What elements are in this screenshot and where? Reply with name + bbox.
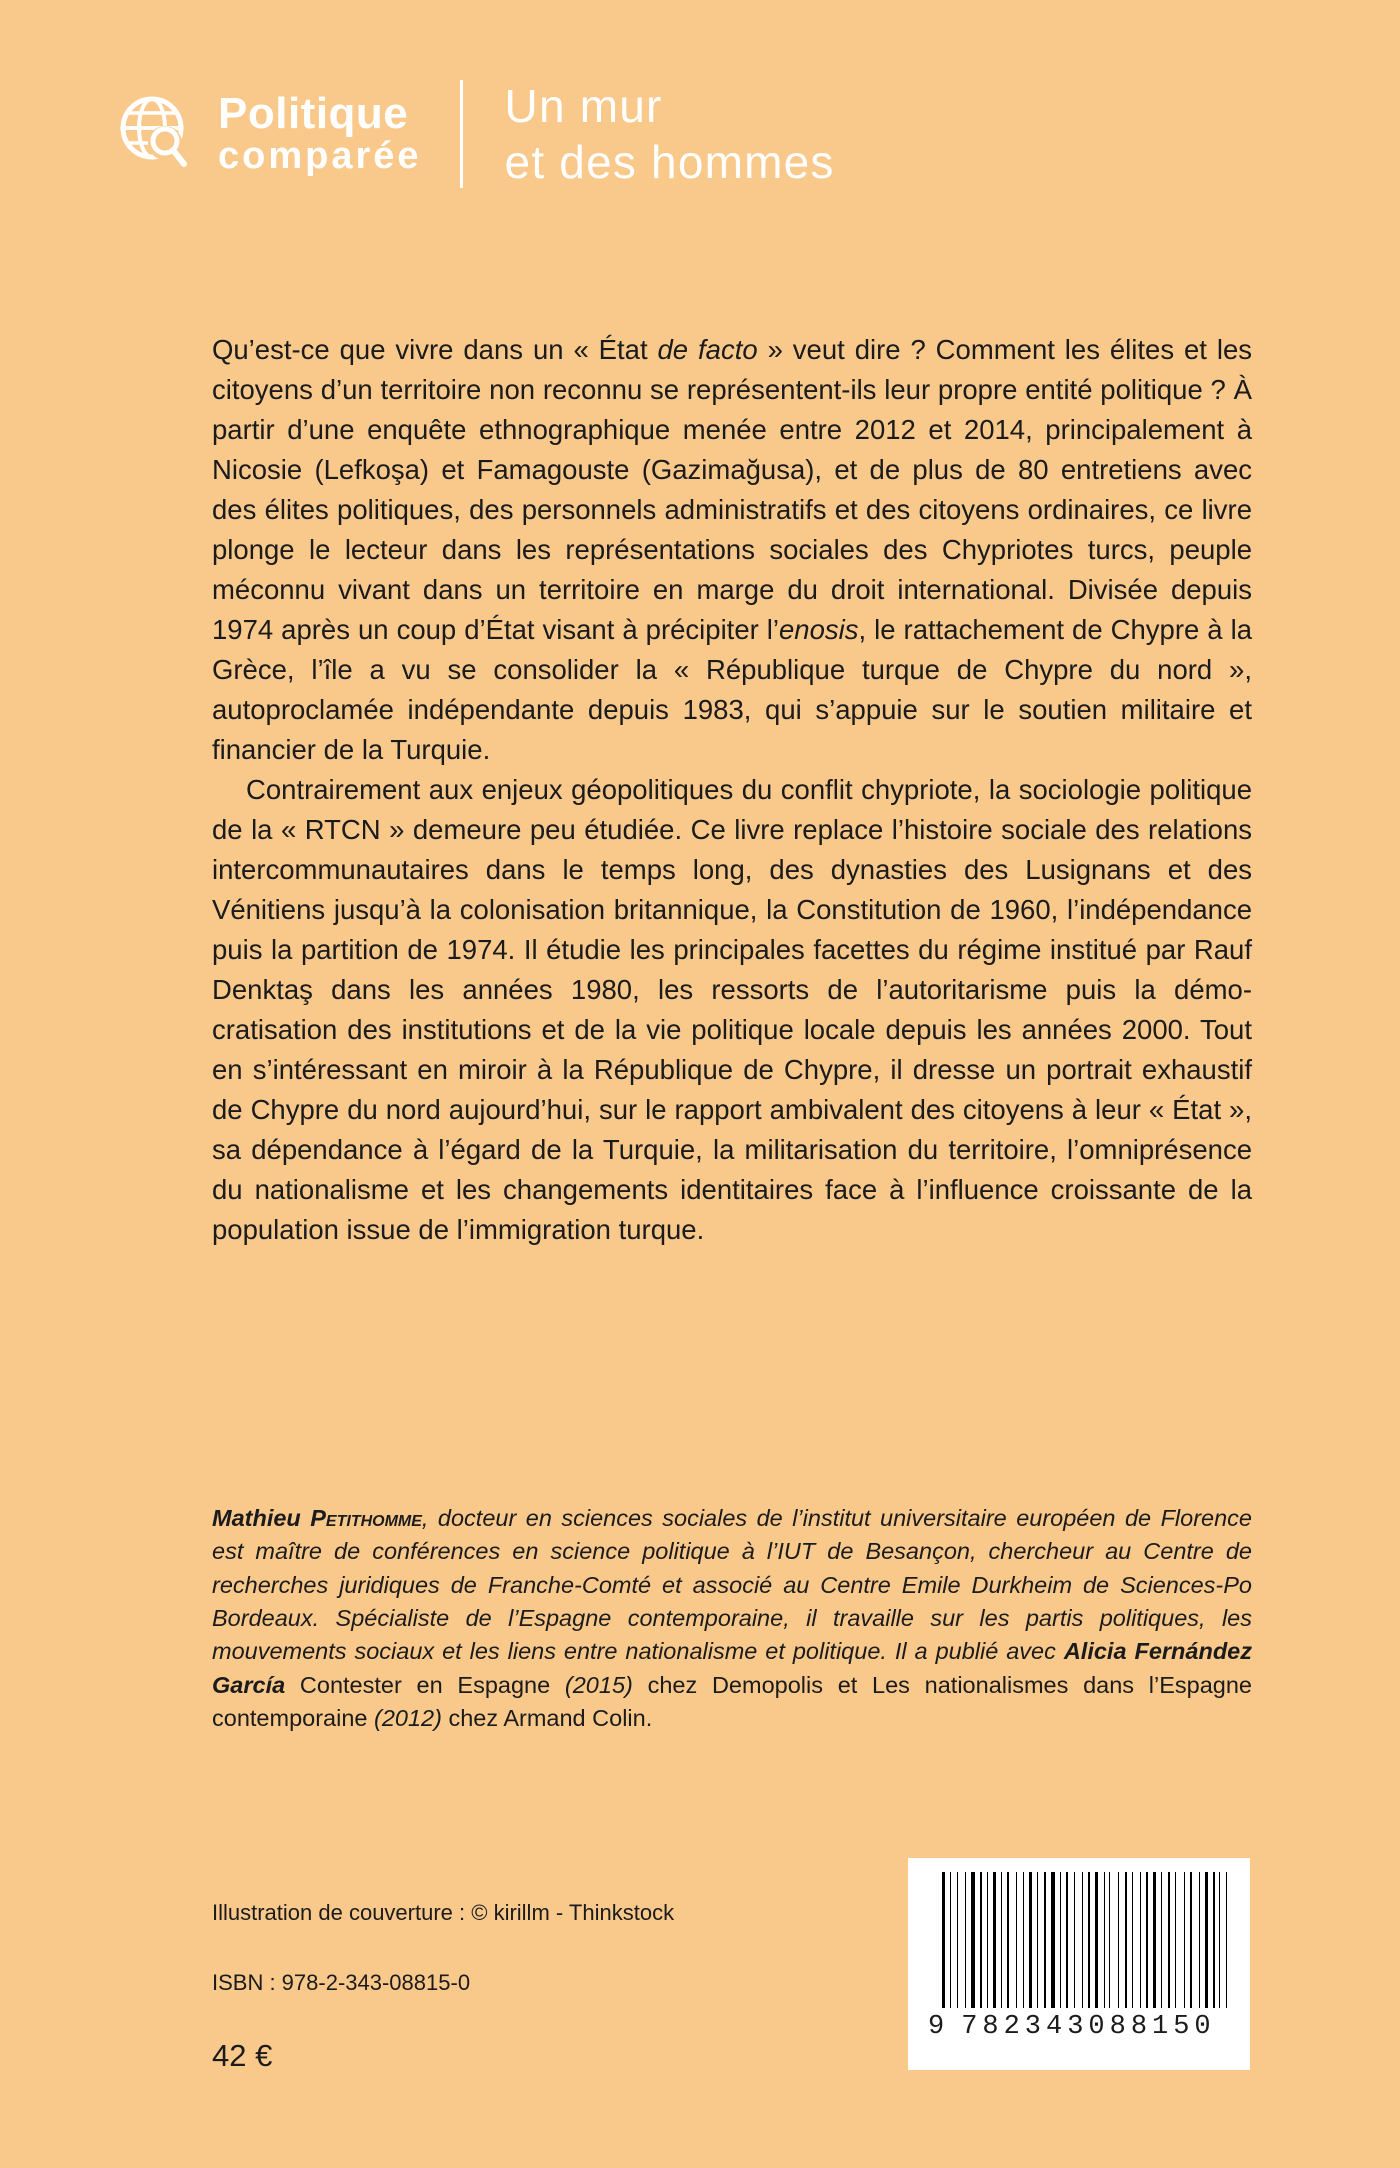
barcode-bar — [953, 1872, 955, 2008]
barcode-bar — [1029, 1872, 1032, 2008]
barcode-bar — [1168, 1872, 1170, 2008]
ean13-barcode — [908, 1858, 1250, 2070]
barcode-bar — [960, 1872, 963, 2008]
barcode-bar — [1121, 1872, 1123, 2008]
barcode-bar — [1205, 1872, 1208, 2008]
barcode-bar — [993, 1872, 996, 2008]
barcode-bar — [1011, 1872, 1014, 2008]
barcode-bar — [1190, 1872, 1192, 2008]
barcode-bar — [980, 1872, 982, 2008]
author-bio: Mathieu Petithomme, docteur en sciences sociales de l’institut universitaire européen de Florence est maître de conférences en science politique à l’IUT de Besançon, chercheur au Centre de recherches juridiques de Franche-Comté et associé au Centre Emile Durkheim de Sciences-Po Bordeaux. Spécialiste de l’Espagne contemporaine, il travaille sur les partis politiques, les mouvements sociaux et les liens entre nationalisme et politique. Il a publié avec Alicia Fernández García Contester en Espagne (2015) chez Demopolis et Les nationalismes dans l’Espagne contemporaine (2012) chez Armand Colin. — [212, 1505, 1252, 1732]
barcode-bar — [998, 1872, 1000, 2008]
barcode-bar — [1070, 1872, 1072, 2008]
barcode-bar — [1037, 1872, 1038, 2008]
barcode-bar — [1048, 1872, 1049, 2008]
barcode-bar — [990, 1872, 991, 2008]
barcode-bar — [1175, 1872, 1176, 2008]
barcode-bar — [1092, 1872, 1093, 2008]
barcode-bar — [1060, 1872, 1061, 2008]
barcode-bar — [1066, 1872, 1068, 2008]
barcode-bar — [1172, 1872, 1173, 2008]
barcode-bar — [1153, 1872, 1156, 2008]
barcode-bar — [1063, 1872, 1064, 2008]
cover-header — [110, 78, 835, 190]
barcode-bar — [1044, 1872, 1046, 2008]
barcode-bar — [1088, 1872, 1090, 2008]
barcode-bar — [1085, 1872, 1086, 2008]
barcode-bar — [1001, 1872, 1002, 2008]
blurb-paragraph-2: Contrairement aux enjeux géopolitiques du conflit chypriote, la sociologie politique de la « RTCN » demeure peu étudiée. Ce livre replace l’histoire sociale des relations intercommunautaires dans le temps long, des dynasties des Lusignans et des Vénitiens jusqu’à la colonisation britannique, la Constitution de 1960, l’indépendance puis la partition de 1974. Il étudie les principales facettes du régime institué par Rauf Denktaş dans les années 1980, les ressorts de l’autoritarisme puis la démo-cratisation des institutions et de la vie politique locale depuis les années 2000. Tout en s’intéressant en miroir à la République de Chypre, il dresse un portrait exhaustif de Chypre du nord aujourd’hui, sur le rapport ambivalent des citoyens à leur « État », sa dépendance à l’égard de la Turquie, la militarisation du territoire, l’omniprésence du nationalisme et les changements identitaires face à l’influence croissante de la population issue de l’immigration turque. — [212, 774, 1252, 1245]
barcode-bar — [1112, 1872, 1116, 2008]
barcode-bar — [1026, 1872, 1027, 2008]
barcode-bar — [984, 1872, 985, 2008]
book-title-line1: Un mur — [504, 80, 663, 132]
barcode-bar — [1222, 1872, 1224, 2008]
barcode-bar — [942, 1872, 945, 2008]
barcode-bar — [1135, 1872, 1138, 2008]
barcode-bar — [1051, 1872, 1055, 2008]
isbn-text: ISBN : 978-2-343-08815-0 — [212, 1970, 471, 1996]
barcode-bar — [1109, 1872, 1110, 2008]
barcode-bar — [950, 1872, 951, 2008]
barcode-bar — [1082, 1872, 1083, 2008]
barcode-lead-digit: 9 — [928, 2012, 950, 2042]
barcode-bar — [1100, 1872, 1102, 2008]
barcode-bar — [977, 1872, 978, 2008]
barcode-bar — [1132, 1872, 1133, 2008]
barcode-bar — [947, 1872, 948, 2008]
barcode-bar — [1150, 1872, 1151, 2008]
price-text: 42 € — [212, 2037, 273, 2073]
barcode-bar — [1034, 1872, 1035, 2008]
barcode-bar — [1140, 1872, 1141, 2008]
cover-footer — [212, 1900, 912, 2074]
back-cover-blurb — [212, 330, 1252, 1250]
barcode-bar — [1226, 1872, 1227, 2008]
blurb-paragraph-1: Qu’est-ce que vivre dans un « État de facto » veut dire ? Comment les élites et les citoyens d’un territoire non reconnu se représentent-ils leur propre entité politique ? À partir d’une enquête ethnographique menée entre 2012 et 2014, principalement à Nicosie (Lefkoşa) et Famagouste (Gazimağusa), et de plus de 80 entretiens avec des élites politiques, des personnels administratifs et des citoyens ordinaires, ce livre plonge le lecteur dans les représentations sociales des Chypriotes turcs, peuple méconnu vivant dans un territoire en marge du droit international. Divisée depuis 1974 après un coup d’État visant à précipiter l’enosis, le rattachement de Chypre à la Grèce, l’île a vu se consolider la « République turque de Chypre du nord », autoproclamée indépendante depuis 1983, qui s’appuie sur le soutien militaire et financier de la Turquie. — [212, 334, 1253, 765]
barcode-bar — [1194, 1872, 1197, 2008]
barcode-bar — [965, 1872, 966, 2008]
barcode-bar — [957, 1872, 958, 2008]
barcode-bar — [968, 1872, 969, 2008]
barcode-bar — [1004, 1872, 1005, 2008]
book-title — [505, 78, 835, 190]
barcode-bar — [1129, 1872, 1130, 2008]
barcode-bar — [1016, 1872, 1017, 2008]
barcode-bar — [1104, 1872, 1105, 2008]
barcode-digits — [924, 2012, 1234, 2042]
barcode-bar — [1143, 1872, 1144, 2008]
book-title-line2: et des hommes — [504, 136, 835, 189]
collection-name — [218, 91, 422, 176]
barcode-bar — [1229, 1872, 1232, 2008]
barcode-bar — [1077, 1872, 1080, 2008]
barcode-bar — [1219, 1872, 1220, 2008]
barcode-bar — [1202, 1872, 1203, 2008]
barcode-bar — [1095, 1872, 1098, 2008]
barcode-bar — [1199, 1872, 1200, 2008]
barcode-bar — [1178, 1872, 1182, 2008]
barcode-bar — [1158, 1872, 1159, 2008]
barcode-bar — [1019, 1872, 1021, 2008]
barcode-bar — [1040, 1872, 1042, 2008]
barcode-bar — [1023, 1872, 1024, 2008]
barcode-bar — [1187, 1872, 1188, 2008]
barcode-bars — [942, 1872, 1234, 2008]
barcode-bar — [1217, 1872, 1218, 2008]
barcode-bar — [987, 1872, 988, 2008]
collection-name-line2: comparée — [218, 135, 422, 178]
globe-magnifier-icon — [110, 88, 202, 180]
barcode-bar — [1074, 1872, 1075, 2008]
barcode-bar — [1146, 1872, 1148, 2008]
barcode-bar — [1184, 1872, 1185, 2008]
header-divider — [460, 80, 463, 188]
barcode-bar — [971, 1872, 975, 2008]
barcode-bar — [1164, 1872, 1166, 2008]
barcode-bar — [1118, 1872, 1119, 2008]
barcode-main-digits: 782343088150 — [961, 2012, 1216, 2042]
barcode-bar — [1210, 1872, 1211, 2008]
barcode-bar — [1161, 1872, 1162, 2008]
barcode-bar — [1213, 1872, 1215, 2008]
barcode-bar — [1125, 1872, 1127, 2008]
barcode-bar — [1057, 1872, 1058, 2008]
cover-illustration-credit: Illustration de couverture : © kirillm - Thinkstock — [212, 1900, 675, 1925]
barcode-bar — [1007, 1872, 1009, 2008]
barcode-bar — [1107, 1872, 1108, 2008]
collection-name-line1: Politique — [218, 89, 409, 139]
